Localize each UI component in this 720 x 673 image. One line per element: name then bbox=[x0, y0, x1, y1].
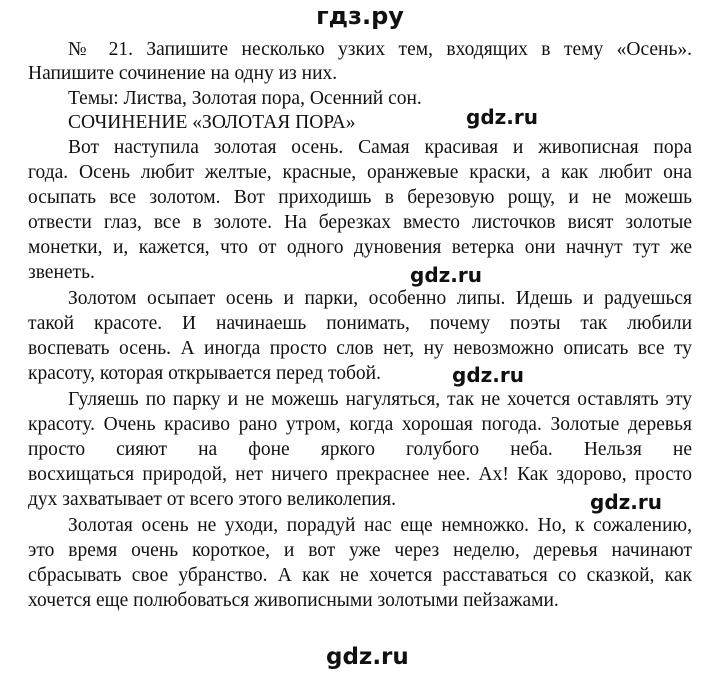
watermark: gdz.ru bbox=[410, 263, 482, 287]
paragraph-3-line: просто сияют на фоне яркого голубого неба. Нельзя не bbox=[28, 439, 692, 460]
paragraph-2-line: воспевать осень. А иногда просто слов нет, ну невозможно описать все ту bbox=[28, 338, 692, 359]
paragraph-2-line: такой красоте. И начинаешь понимать, почему поэты так любили bbox=[28, 313, 692, 334]
essay-title: СОЧИНЕНИЕ «ЗОЛОТАЯ ПОРА» bbox=[68, 112, 356, 133]
paragraph-1-line: осыпать все золотом. Вот приходишь в березовую рощу, и не можешь bbox=[28, 187, 692, 208]
watermark: gdz.ru bbox=[466, 105, 538, 129]
topics-line: Темы: Листва, Золотая пора, Осенний сон. bbox=[68, 88, 422, 109]
task-statement: № 21. Запишите несколько узких тем, входящих в тему «Осень». bbox=[68, 39, 692, 60]
paragraph-1-line: звенеть. bbox=[28, 262, 95, 283]
watermark: gdz.ru bbox=[326, 644, 409, 670]
paragraph-3-line: красоту. Очень красиво рано утром, когда хорошая погода. Золотые деревья bbox=[28, 414, 692, 435]
paragraph-4-line: сбрасывать свое убранство. А как не хочется расставаться со сказкой, как bbox=[28, 565, 692, 586]
paragraph-3-line: дух захватывает от всего этого великолепия. bbox=[28, 489, 396, 510]
watermark: gdz.ru bbox=[452, 363, 524, 387]
paragraph-3-line: восхищаться природой, нет ничего прекраснее нее. Ах! Как здорово, просто bbox=[28, 464, 692, 485]
paragraph-1-line: отвести глаз, все в золоте. На березках вместо листочков висят золотые bbox=[28, 212, 692, 233]
watermark: gdz.ru bbox=[590, 490, 662, 514]
task-statement-cont: Напишите сочинение на одну из них. bbox=[28, 63, 338, 84]
paragraph-4-line: хочется еще полюбоваться живописными золотыми пейзажами. bbox=[28, 590, 559, 611]
paragraph-1-line: Вот наступила золотая осень. Самая красивая и живописная пора bbox=[68, 137, 692, 158]
paragraph-4-line: это время очень короткое, и вот уже через неделю, деревья начинают bbox=[28, 540, 692, 561]
paragraph-1-line: года. Осень любит желтые, красные, оранжевые краски, а как любит она bbox=[28, 162, 692, 183]
paragraph-4-line: Золотая осень не уходи, порадуй нас еще немножко. Но, к сожалению, bbox=[68, 515, 692, 536]
site-title: гдз.ру bbox=[316, 2, 404, 30]
paragraph-2-line: Золотом осыпает осень и парки, особенно липы. Идешь и радуешься bbox=[68, 288, 692, 309]
paragraph-2-line: красоту, которая открывается перед тобой. bbox=[28, 363, 381, 384]
paragraph-1-line: монетки, и, кажется, что от одного дуновения ветерка они начнут тут же bbox=[28, 237, 692, 258]
paragraph-3-line: Гуляешь по парку и не можешь нагуляться, так не хочется оставлять эту bbox=[68, 389, 692, 410]
